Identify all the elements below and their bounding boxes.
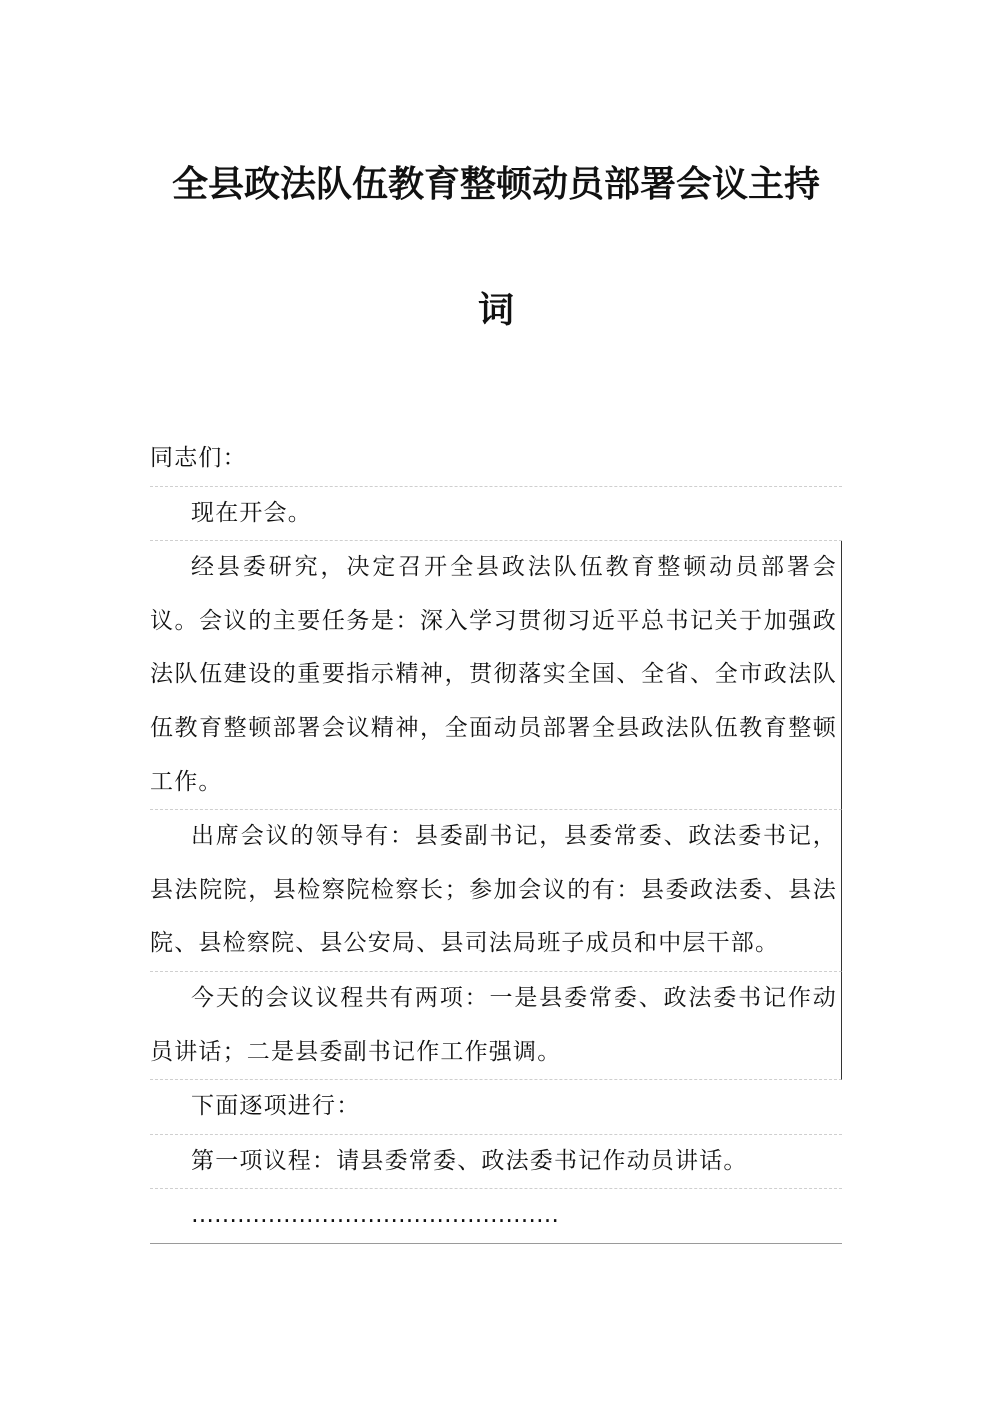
document-title-line-1: 全县政法队伍教育整顿动员部署会议主持: [171, 164, 820, 205]
paragraph-open-meeting: 现在开会。: [150, 487, 842, 542]
paragraph-agenda: 今天的会议议程共有两项：一是县委常委、政法委书记作动员讲话；二是县委副书记作工作强调。: [150, 972, 842, 1080]
paragraph-attendees: 出席会议的领导有：县委副书记，县委常委、政法委书记，县法院院，县检察院检察长；参加会议的有：县委政法委、县法院、县检察院、县公安局、县司法局班子成员和中层干部。: [150, 810, 842, 972]
paragraph-first-item: 第一项议程：请县委常委、政法委书记作动员讲话。: [150, 1135, 842, 1190]
document-body: [150, 432, 842, 1244]
paragraph-ellipsis: …………………………………………: [150, 1189, 842, 1244]
salutation: 同志们：: [150, 432, 842, 487]
paragraph-meeting-purpose: 经县委研究，决定召开全县政法队伍教育整顿动员部署会议。会议的主要任务是：深入学习贯彻习近平总书记关于加强政法队伍建设的重要指示精神，贯彻落实全国、全省、全市政法队伍教育整顿部署会议精神，全面动员部署全县政法队伍教育整顿工作。: [150, 541, 842, 810]
document-title-line-2: 词: [477, 290, 514, 331]
paragraph-proceed: 下面逐项进行：: [150, 1080, 842, 1135]
